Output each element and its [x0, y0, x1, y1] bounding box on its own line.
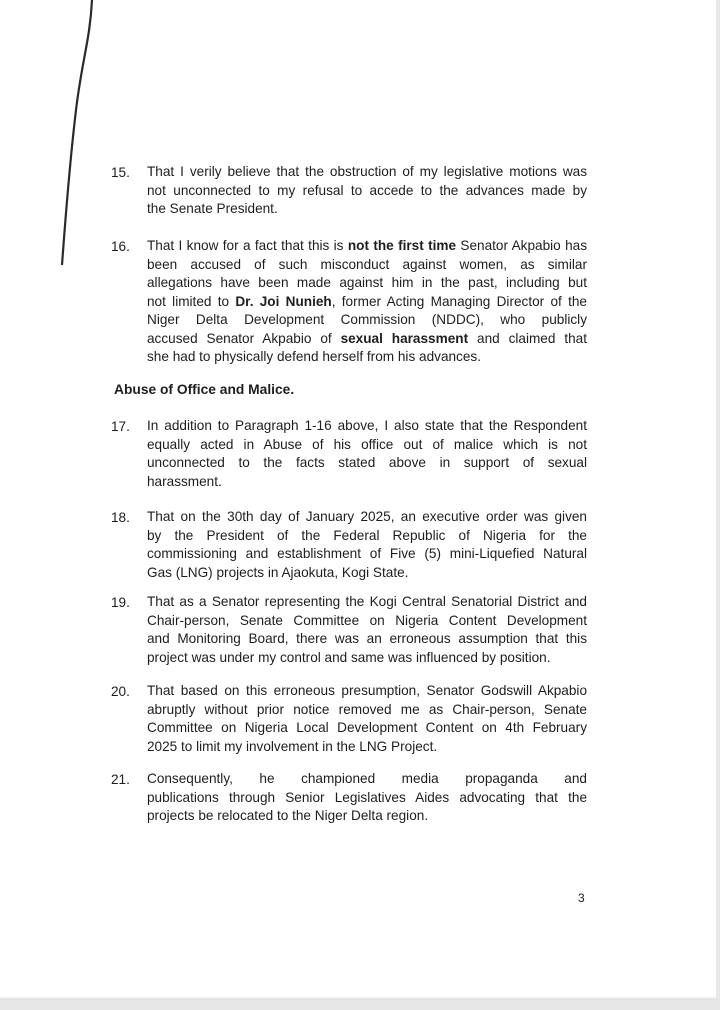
paragraph-body	[147, 163, 587, 219]
paragraph-body	[147, 237, 587, 367]
paragraph-19	[111, 593, 587, 667]
text-line	[147, 237, 587, 256]
bold-text: Dr. Joi Nunieh	[235, 293, 332, 309]
text-segment: Senator Akpabio has	[456, 238, 587, 253]
text-line	[147, 593, 587, 612]
text-line	[147, 682, 587, 701]
text-segment: unconnected to the facts stated above in support of sexual	[147, 455, 587, 470]
text-segment: In addition to Paragraph 1-16 above, I also state that the Respondent	[147, 418, 587, 433]
text-line	[147, 738, 587, 757]
text-segment: That on the 30th day of January 2025, an executive order was given	[147, 509, 587, 524]
text-segment: by the President of the Federal Republic of Nigeria for the	[147, 527, 587, 543]
paragraph-17	[111, 417, 587, 491]
text-segment: allegations have been made against him in the past, including but	[147, 275, 587, 290]
text-line	[147, 701, 587, 720]
paragraph-number: 16.	[111, 239, 130, 254]
text-line	[147, 789, 587, 808]
paragraph-number: 17.	[111, 419, 130, 434]
text-segment: That I know for a fact that this is	[147, 238, 348, 253]
text-line	[147, 200, 587, 219]
text-line	[147, 612, 587, 631]
paragraph-body	[147, 682, 587, 756]
text-segment: accused Senator Akpabio of	[147, 330, 341, 346]
scan-edge-line	[60, 0, 96, 265]
paragraph-body	[147, 770, 587, 826]
paragraph-18	[111, 508, 587, 582]
text-segment: Chair-person, Senate Committee on Nigeria Content Development	[147, 612, 587, 628]
paragraph-15	[111, 163, 587, 219]
paragraph-number: 20.	[111, 684, 130, 699]
text-line	[147, 807, 587, 826]
text-segment: Consequently, he championed media propaganda and	[147, 771, 587, 786]
paragraph-number: 18.	[111, 510, 130, 525]
text-segment: she had to physically defend herself from his advances.	[147, 349, 481, 364]
text-line	[147, 311, 587, 330]
text-line	[147, 454, 587, 473]
section-heading: Abuse of Office and Malice.	[114, 382, 295, 397]
text-segment: not unconnected to my refusal to accede to the advances made by	[147, 182, 587, 198]
text-line	[147, 473, 587, 492]
text-segment: projects be relocated to the Niger Delta region.	[147, 808, 429, 823]
text-segment: publications through Senior Legislatives Aides advocating that the	[147, 789, 587, 805]
text-line	[147, 274, 587, 293]
text-line	[147, 630, 587, 649]
text-segment: not limited to	[147, 293, 236, 309]
text-line	[147, 527, 587, 546]
paragraph-20	[111, 682, 587, 756]
text-line	[147, 649, 587, 668]
text-segment: been accused of such misconduct against women, as similar	[147, 256, 587, 272]
paragraph-body	[147, 417, 587, 491]
text-segment: harassment.	[147, 473, 222, 489]
text-segment: the Senate President.	[147, 201, 278, 216]
text-line	[147, 182, 587, 201]
text-line	[147, 719, 587, 738]
paragraph-body	[147, 508, 587, 582]
paragraph-number: 15.	[111, 165, 130, 180]
text-segment: That based on this erroneous presumption, Senator Godswill Akpabio	[147, 683, 587, 698]
text-segment: and claimed that	[468, 330, 588, 346]
page-number: 3	[578, 891, 585, 905]
text-segment: 2025 to limit my involvement in the LNG Project.	[147, 738, 438, 754]
bold-text: sexual harassment	[340, 330, 469, 346]
paragraph-number: 21.	[111, 772, 130, 787]
page-edge-shadow	[0, 996, 716, 1000]
text-segment: Committee on Nigeria Local Development Content on 4th February	[147, 720, 587, 735]
paragraph-body	[147, 593, 587, 667]
text-line	[147, 436, 587, 455]
text-line	[147, 545, 587, 564]
text-segment: Gas (LNG) projects in Ajaokuta, Kogi State.	[147, 564, 409, 580]
text-line	[147, 256, 587, 275]
text-line	[147, 417, 587, 436]
text-line	[147, 508, 587, 527]
text-segment: That I verily believe that the obstruction of my legislative motions was	[147, 164, 587, 179]
text-segment: , former Acting Managing Director of the	[331, 293, 587, 309]
text-segment: That as a Senator representing the Kogi Central Senatorial District and	[147, 594, 587, 609]
text-segment: commissioning and establishment of Five (5) mini-Liquefied Natural	[147, 546, 587, 561]
paragraph-21	[111, 770, 587, 826]
text-line	[147, 348, 587, 367]
text-line	[147, 770, 587, 789]
text-line	[147, 163, 587, 182]
text-line	[147, 330, 587, 349]
text-segment: abruptly without prior notice removed me as Chair-person, Senate	[147, 701, 587, 717]
text-segment: Niger Delta Development Commission (NDDC), who publicly	[147, 312, 587, 327]
text-segment: project was under my control and same was influenced by position.	[147, 649, 551, 665]
paragraph-16	[111, 237, 587, 367]
text-line	[147, 564, 587, 583]
text-line	[147, 293, 587, 312]
bold-text: not the first time	[347, 238, 457, 253]
text-segment: and Monitoring Board, there was an erroneous assumption that this	[147, 631, 587, 646]
paragraph-number: 19.	[111, 595, 130, 610]
text-segment: equally acted in Abuse of his office out of malice which is not	[147, 436, 587, 452]
